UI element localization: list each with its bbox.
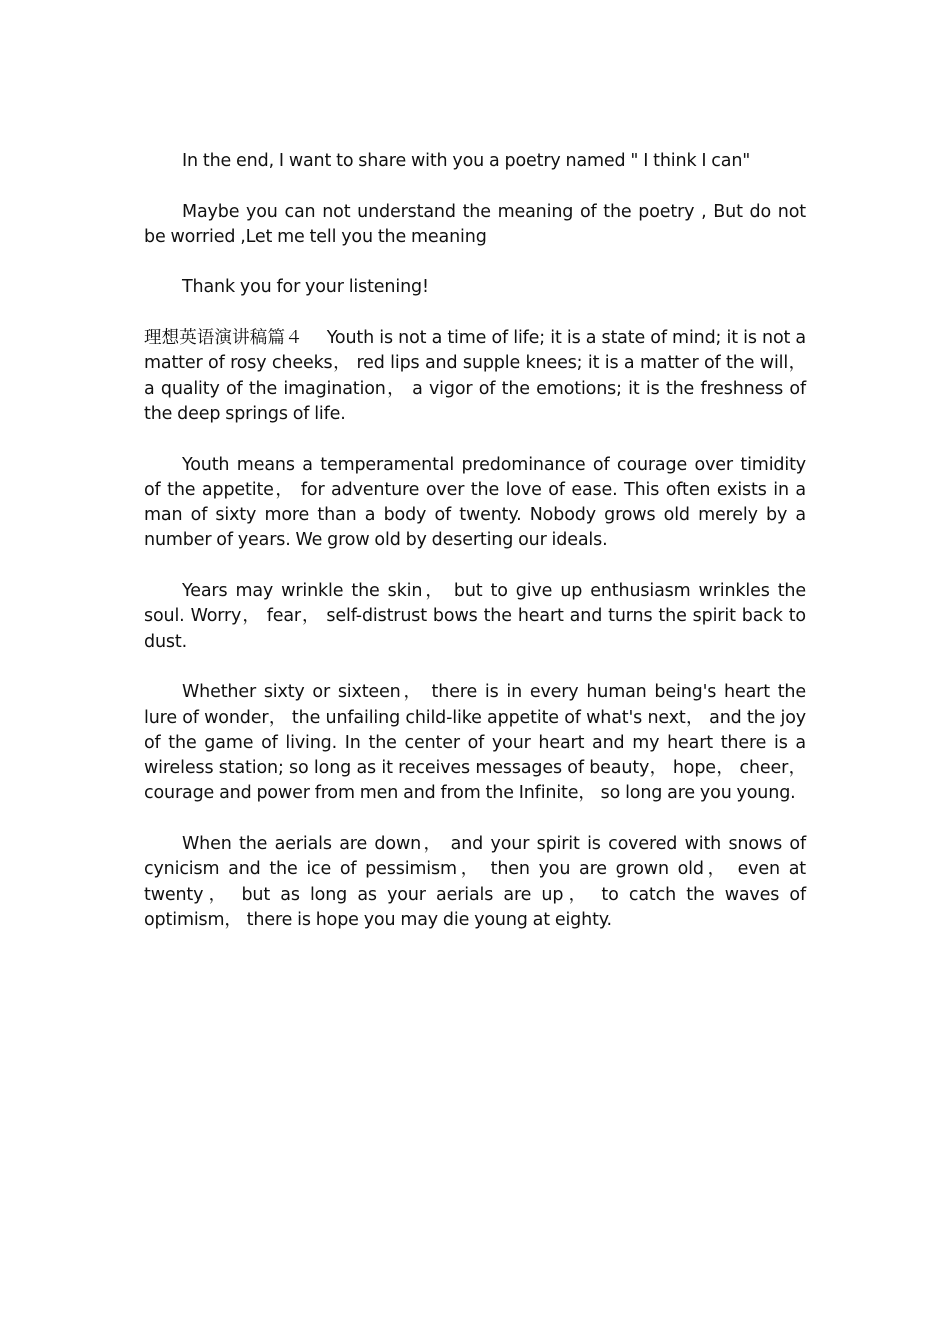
section-youth-intro [144,326,806,427]
paragraph-aerials: When the aerials are down， and your spirit is covered with snows of cynicism and the ice of pessimism， then you are grown old， even at twenty， but as long as your aerials are up， to catch the waves of optimism， there is hope you may die young at eighty. [144,834,806,930]
paragraph-poetry-meaning: Maybe you can not understand the meaning of the poetry , But do not be worried ,Let me tell you the meaning [144,201,806,247]
document-body [144,149,806,959]
section-heading: 理想英语演讲稿篇４ [144,328,303,349]
paragraph-closing-poetry: In the end, I want to share with you a poetry named " I think I can" [182,151,751,171]
paragraph-youth-courage: Youth means a temperamental predominance of courage over timidity of the appetite， for adventure over the love of ease. This often exists in a man of sixty more than a body of twenty. Nobody grows old merely by a number of years. We grow old by deserting our ideals. [144,454,806,551]
paragraph-years-wrinkle: Years may wrinkle the skin， but to give up enthusiasm wrinkles the soul. Worry， fear， self-distrust bows the heart and turns the spirit back to dust. [144,581,806,652]
section-first-text: Youth is not a time of life; it is a state of mind; it is not a matter of rosy cheeks， red lips and supple knees; it is a matter of the will， a quality of the imagination， a vigor of the emotions; it is the freshness of the deep springs of life. [144,328,806,424]
paragraph-thanks: Thank you for your listening! [182,277,429,298]
paragraph-sixty-sixteen: Whether sixty or sixteen， there is in every human being's heart the lure of wonder， the unfailing child-like appetite of what's next， and the joy of the game of living. In the center of your heart and my heart there is a wireless station; so long as it receives messages of beauty， hope， cheer， courage and power from men and from the Infinite， so long are you young. [144,682,806,804]
